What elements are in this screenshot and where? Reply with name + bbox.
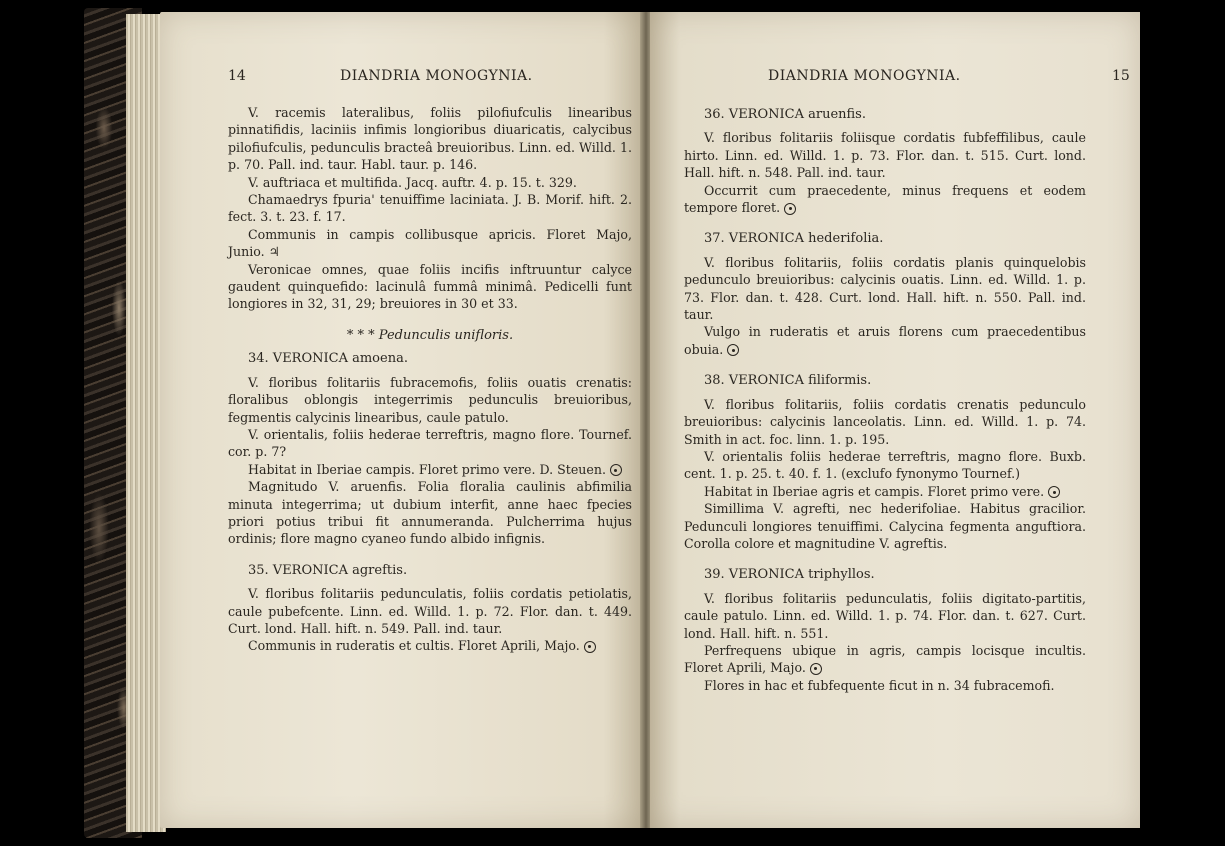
annual-symbol-icon bbox=[584, 641, 596, 653]
paragraph: V. floribus folitariis, foliis cordatis planis quinquelobis pedunculo breuioribus: calycinis ouatis. Linn. ed. Willd. 1. p. 73. Flor. dan. t. 428. Curt. lond. Hall. hift. n. 550. Pall. ind. taur. bbox=[684, 254, 1086, 323]
paragraph: V. floribus folitariis pedunculatis, foliis cordatis petiolatis, caule pubefcente. Linn. ed. Willd. 1. p. 72. Flor. dan. t. 449. Curt. lond. Hall. hift. n. 549. Pall. ind. taur. bbox=[228, 586, 632, 636]
paragraph: Communis in campis collibusque apricis. Floret Majo, Junio. ♃ bbox=[228, 226, 632, 260]
paragraph: V. floribus folitariis fubracemofis, foliis ouatis crenatis: floralibus oblongis integerrimis pedunculis breuioribus, fegmentis calycinis linearibus, caule patulo. bbox=[228, 374, 632, 425]
paragraph: Simillima V. agrefti, nec hederifoliae. Habitus gracilior. Pedunculi longiores tenuiffimi. Calycina fegmenta anguftiora. Corolla colore et magnitudine V. agreftis. bbox=[684, 501, 1086, 551]
paragraph bbox=[684, 483, 1086, 500]
paragraph: V. orientalis foliis hederae terreftris, magno flore. Buxb. cent. 1. p. 25. t. 40. f. 1. (exclufo fynonymo Tournef.) bbox=[684, 448, 1086, 482]
species-heading-36: 36. VERONICA aruenfis. bbox=[704, 107, 866, 122]
left-text bbox=[228, 104, 632, 655]
species-heading-39: 39. VERONICA triphyllos. bbox=[704, 567, 875, 583]
paragraph bbox=[228, 637, 632, 654]
right-page bbox=[650, 12, 1140, 828]
habitat-text: Occurrit cum praecedente, minus frequens et eodem tempore floret. bbox=[684, 182, 1086, 216]
paragraph: V. racemis lateralibus, foliis pilofiufculis linearibus pinnatifidis, laciniis infimis longioribus diuaricatis, calycibus pilofiufculis, pedunculis bracteâ breuioribus. Linn. ed. Willd. 1. p. 70. Pall. ind. taur. Habl. taur. p. 146. bbox=[228, 105, 632, 173]
page-number-right: 15 bbox=[1112, 68, 1130, 84]
running-head-right: DIANDRIA MONOGYNIA. bbox=[768, 68, 961, 84]
species-heading-35: 35. VERONICA agreftis. bbox=[248, 562, 408, 578]
habitat-text: Perfrequens ubique in agris, campis locisque incultis. Floret Aprili, Majo. bbox=[684, 642, 1086, 676]
annual-symbol-icon bbox=[784, 203, 796, 215]
right-text bbox=[684, 100, 1086, 694]
paragraph bbox=[684, 642, 1086, 677]
habitat-text: Communis in ruderatis et cultis. Floret Aprili, Majo. bbox=[248, 638, 580, 654]
paragraph: V. floribus folitariis, foliis cordatis crenatis pedunculo breuioribus: calycinis lanceolatis. Linn. ed. Willd. 1. p. 74. Smith in act. foc. linn. 1. p. 195. bbox=[684, 396, 1086, 447]
annual-symbol-icon bbox=[810, 663, 822, 675]
book-spread bbox=[84, 8, 1144, 838]
annual-symbol-icon bbox=[727, 344, 739, 356]
paragraph: Chamaedrys fpuria' tenuiffime laciniata. J. B. Morif. hift. 2. fect. 3. t. 23. f. 17. bbox=[228, 192, 632, 225]
paragraph bbox=[684, 182, 1086, 217]
left-page bbox=[160, 12, 642, 828]
species-heading-37: 37. VERONICA hederifolia. bbox=[704, 231, 884, 247]
paragraph bbox=[228, 461, 632, 478]
habitat-text: Vulgo in ruderatis et aruis florens cum praecedentibus obuia. bbox=[684, 324, 1086, 357]
paragraph: V. auftriaca et multifida. Jacq. auftr. 4. p. 15. t. 329. bbox=[248, 174, 577, 190]
page-number-left: 14 bbox=[228, 68, 246, 84]
running-head-left: DIANDRIA MONOGYNIA. bbox=[340, 68, 533, 84]
paragraph: V. orientalis, foliis hederae terreftris, magno flore. Tournef. cor. p. 7? bbox=[228, 426, 632, 460]
paragraph bbox=[684, 323, 1086, 358]
annual-symbol-icon bbox=[610, 464, 622, 476]
paragraph: Veronicae omnes, quae foliis incifis inftruuntur calyce gaudent quinquefido: lacinulâ fummâ minimâ. Pedicelli funt longiores in 32, 31, 29; breuiores in 30 et 33. bbox=[228, 261, 632, 312]
paragraph: Magnitudo V. aruenfis. Folia floralia caulinis abfimilia minuta integerrima; ut dubium interfit, anne haec fpecies priori potius tribui fit annumeranda. Pulcherrima hujus ordinis; flore magno cyaneo fundo albido infignis. bbox=[228, 479, 632, 547]
species-heading-38: 38. VERONICA filiformis. bbox=[704, 373, 872, 389]
habitat-text: Habitat in Iberiae campis. Floret primo vere. D. Steuen. bbox=[248, 461, 606, 477]
species-heading-34: 34. VERONICA amoena. bbox=[248, 351, 408, 367]
section-heading: * * * Pedunculis unifloris. bbox=[346, 327, 514, 343]
paragraph: V. floribus folitariis foliisque cordatis fubfeffilibus, caule hirto. Linn. ed. Willd. 1. p. 73. Flor. dan. t. 515. Curt. lond. Hall. hift. n. 548. Pall. ind. taur. bbox=[684, 130, 1086, 181]
paragraph: V. floribus folitariis pedunculatis, foliis digitato-partitis, caule patulo. Linn. ed. Willd. 1. p. 74. Flor. dan. t. 627. Curt. lond. Hall. hift. n. 551. bbox=[684, 590, 1086, 641]
habitat-text: Habitat in Iberiae agris et campis. Floret primo vere. bbox=[704, 483, 1045, 499]
paragraph: Flores in hac et fubfequente ficut in n. 34 fubracemofi. bbox=[704, 677, 1055, 693]
annual-symbol-icon bbox=[1048, 486, 1060, 498]
